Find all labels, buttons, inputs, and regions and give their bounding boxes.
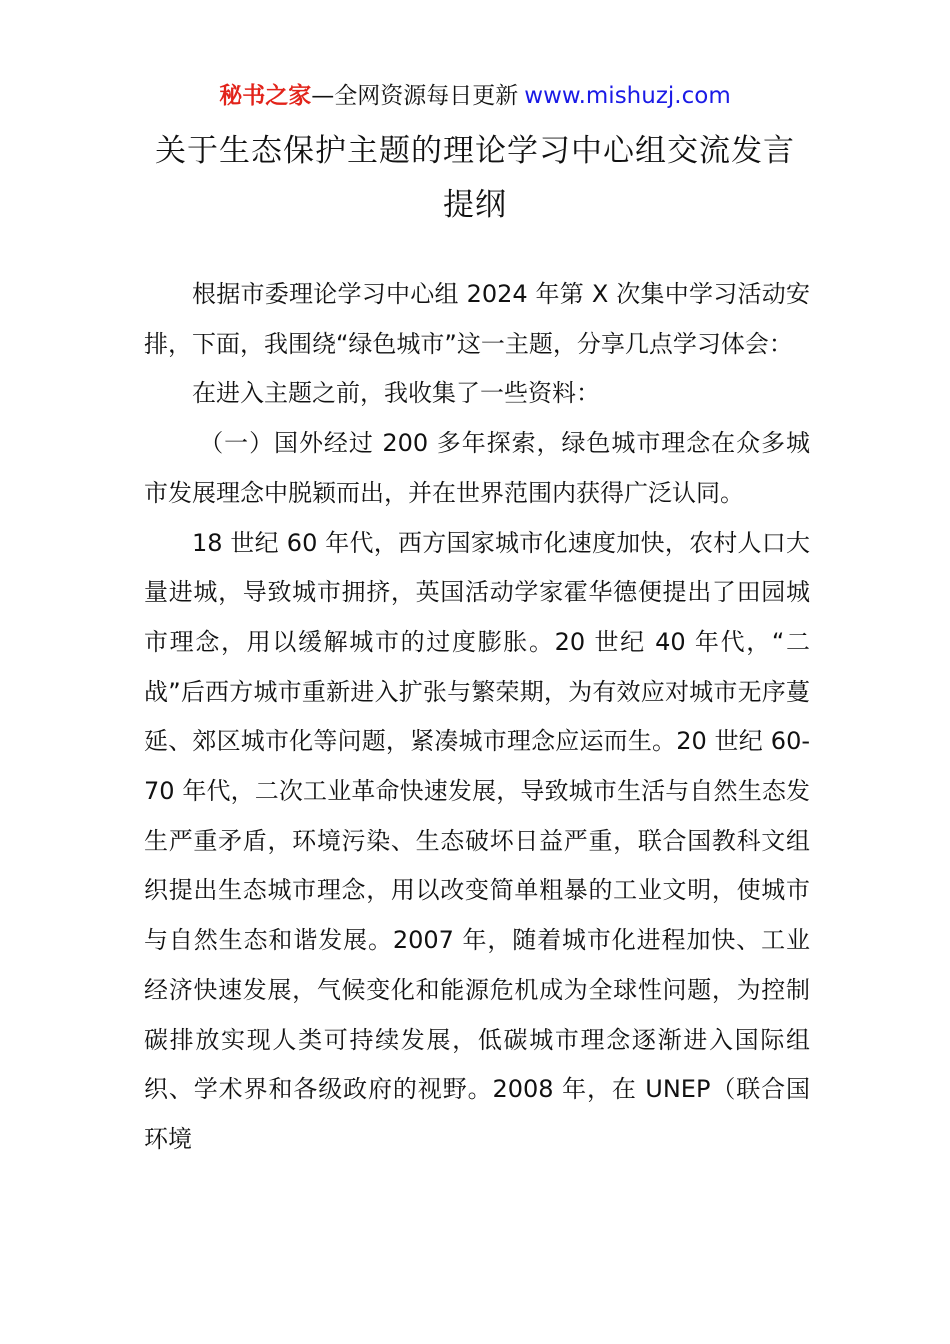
document-title: 关于生态保护主题的理论学习中心组交流发言提纲 bbox=[155, 133, 795, 223]
document-body bbox=[144, 270, 810, 1165]
paragraph-section-1: （一）国外经过 200 多年探索，绿色城市理念在众多城市发展理念中脱颖而出，并在世界范围内获得广泛认同。 bbox=[144, 429, 810, 507]
site-url[interactable]: www.mishuzj.com bbox=[524, 83, 731, 109]
header-tagline: —全网资源每日更新 bbox=[311, 83, 519, 109]
paragraph-intro: 根据市委理论学习中心组 2024 年第 X 次集中学习活动安排，下面，我围绕“绿色城市”这一主题，分享几点学习体会： bbox=[144, 280, 810, 358]
site-header bbox=[0, 80, 950, 112]
brand-name: 秘书之家 bbox=[219, 83, 312, 109]
paragraph-history: 18 世纪 60 年代，西方国家城市化速度加快，农村人口大量进城，导致城市拥挤，英国活动学家霍华德便提出了田园城市理念，用以缓解城市的过度膨胀。20 世纪 40 年代，“二战”后西方城市重新进入扩张与繁荣期，为有效应对城市无序蔓延、郊区城市化等问题，紧凑城市理念应运而生。20 世纪 60-70 年代，二次工业革命快速发展，导致城市生活与自然生态发生严重矛盾，环境污染、生态破坏日益严重，联合国教科文组织提出生态城市理念，用以改变简单粗暴的工业文明，使城市与自然生态和谐发展。2007 年，随着城市化进程加快、工业经济快速发展，气候变化和能源危机成为全球性问题，为控制碳排放实现人类可持续发展，低碳城市理念逐渐进入国际组织、学术界和各级政府的视野。2008 年，在 UNEP（联合国环境 bbox=[144, 528, 810, 1153]
paragraph-materials: 在进入主题之前，我收集了一些资料： bbox=[192, 379, 600, 408]
